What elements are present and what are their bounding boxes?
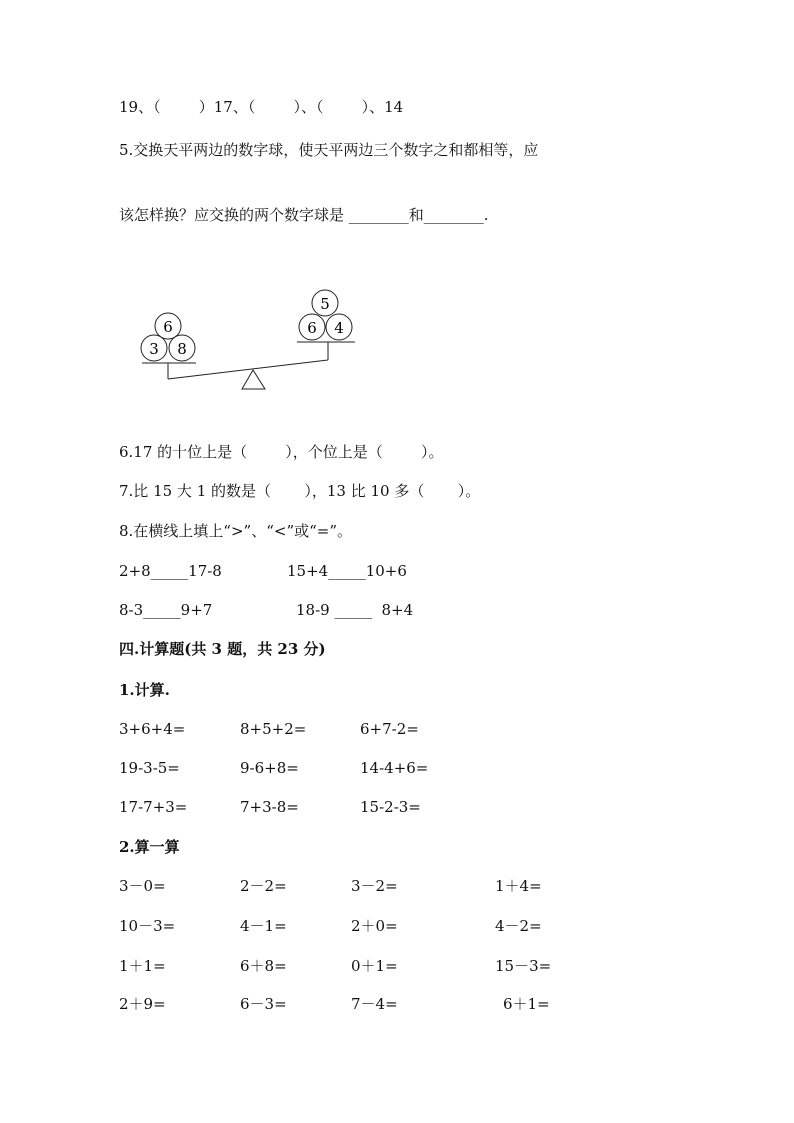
- calc2-r1-c3: 3－2=: [351, 877, 398, 895]
- calc1-r2-c3: 14-4+6=: [360, 759, 429, 777]
- left-ball-top: [155, 313, 181, 339]
- q4-sequence-line: 19、（ ）17、（ ）、（ ）、14: [119, 98, 404, 116]
- svg-text:6: 6: [163, 318, 173, 336]
- q8-row1-item1: 2+8_____17-8: [119, 562, 222, 580]
- calc2-r3-c3: 0＋1=: [351, 957, 398, 975]
- calc1-r1-c1: 3+6+4=: [119, 720, 186, 738]
- calc2-r4-c4: 6＋1=: [503, 995, 550, 1013]
- calc1-r3-c1: 17-7+3=: [119, 798, 188, 816]
- q6-line: 6.17 的十位上是（ ），个位上是（ ）。: [119, 443, 444, 461]
- left-ball-bottom-left: [141, 335, 167, 361]
- calc2-r2-c3: 2＋0=: [351, 917, 398, 935]
- calc1-r2-c1: 19-3-5=: [119, 759, 180, 777]
- q7-line: 7.比 15 大 1 的数是（ ），13 比 10 多（ ）。: [119, 482, 481, 500]
- calc2-r2-c2: 4－1=: [240, 917, 287, 935]
- svg-text:8: 8: [177, 340, 187, 358]
- calc2-r3-c2: 6＋8=: [240, 957, 287, 975]
- left-ball-bottom-right: [169, 335, 195, 361]
- calc2-r4-c2: 6－3=: [240, 995, 287, 1013]
- calc1-title: 1.计算.: [119, 681, 170, 699]
- right-ball-bottom-left: [299, 314, 325, 340]
- calc1-r3-c2: 7+3-8=: [240, 798, 299, 816]
- calc2-title: 2.算一算: [119, 838, 180, 856]
- q5-line2: 该怎样换？应交换的两个数字球是 ________和________.: [119, 206, 489, 224]
- calc2-r1-c4: 1＋4=: [495, 877, 542, 895]
- right-ball-top: [312, 290, 338, 316]
- q8-row1-item2: 15+4_____10+6: [287, 562, 407, 580]
- calc1-r2-c2: 9-6+8=: [240, 759, 299, 777]
- svg-text:5: 5: [320, 295, 330, 313]
- calc1-r3-c3: 15-2-3=: [360, 798, 421, 816]
- right-ball-bottom-right: [326, 314, 352, 340]
- section4-title: 四.计算题(共 3 题，共 23 分): [119, 640, 326, 658]
- calc2-r3-c4: 15－3=: [495, 957, 552, 975]
- calc2-r1-c2: 2－2=: [240, 877, 287, 895]
- calc2-r1-c1: 3－0=: [119, 877, 166, 895]
- q5-line1: 5.交换天平两边的数字球，使天平两边三个数字之和都相等，应: [119, 141, 539, 159]
- svg-text:3: 3: [149, 340, 159, 358]
- calc1-r1-c2: 8+5+2=: [240, 720, 307, 738]
- calc2-r4-c1: 2＋9=: [119, 995, 166, 1013]
- calc2-r2-c1: 10－3=: [119, 917, 176, 935]
- q8-row2-item1: 8-3_____9+7: [119, 601, 213, 619]
- q8-row2-item2: 18-9 _____ 8+4: [296, 601, 414, 619]
- svg-text:4: 4: [334, 319, 344, 337]
- calc2-r2-c4: 4－2=: [495, 917, 542, 935]
- calc1-r1-c3: 6+7-2=: [360, 720, 419, 738]
- calc2-r4-c3: 7－4=: [351, 995, 398, 1013]
- svg-text:6: 6: [307, 319, 317, 337]
- q8-title: 8.在横线上填上“>”、“<”或“=”。: [119, 522, 353, 540]
- fulcrum-triangle: [242, 370, 265, 389]
- balance-figure: [130, 282, 370, 394]
- calc2-r3-c1: 1＋1=: [119, 957, 166, 975]
